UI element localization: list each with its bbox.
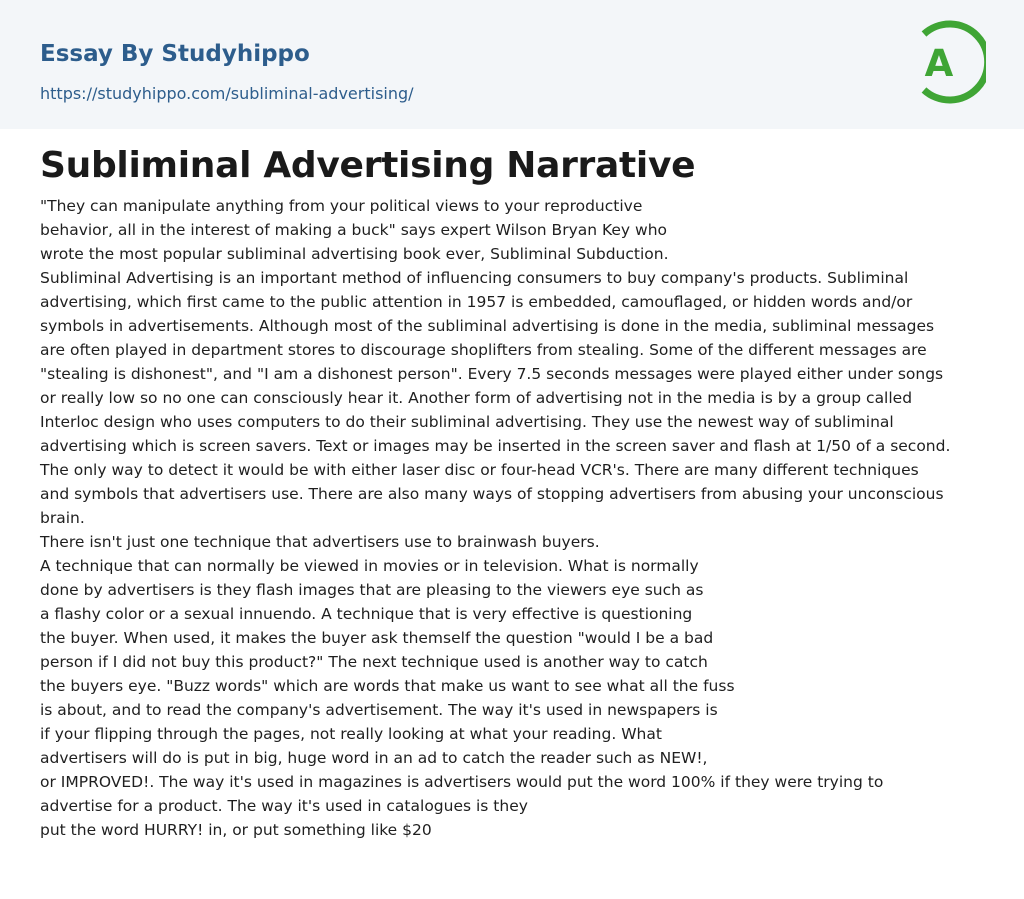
essay-line: advertisers will do is put in big, huge word in an ad to catch the reader such as NEW!, — [40, 749, 708, 767]
essay-url-link[interactable]: https://studyhippo.com/subliminal-advertising/ — [40, 84, 414, 103]
essay-line: the buyers eye. "Buzz words" which are words that make us want to see what all the fuss — [40, 677, 735, 695]
brand-title: Essay By Studyhippo — [40, 41, 310, 67]
studyhippo-logo[interactable] — [912, 18, 986, 106]
essay-line: the buyer. When used, it makes the buyer ask themself the question "would I be a bad — [40, 629, 714, 647]
essay-line: "They can manipulate anything from your political views to your reproductive — [40, 197, 643, 215]
essay-line: put the word HURRY! in, or put something like $20 — [40, 821, 432, 839]
essay-line: symbols in advertisements. Although most of the subliminal advertising is done in the media, subliminal messages — [40, 317, 935, 335]
essay-line: a flashy color or a sexual innuendo. A technique that is very effective is questioning — [40, 605, 693, 623]
essay-line: Interloc design who uses computers to do their subliminal advertising. They use the newest way of subliminal — [40, 413, 894, 431]
essay-line: if your flipping through the pages, not really looking at what your reading. What — [40, 725, 662, 743]
essay-line: Subliminal Advertising is an important method of influencing consumers to buy company's products. Subliminal — [40, 269, 909, 287]
essay-line: advertise for a product. The way it's used in catalogues is they — [40, 797, 528, 815]
essay-line: and symbols that advertisers use. There are also many ways of stopping advertisers from abusing your unconscious — [40, 485, 944, 503]
logo-icon — [912, 18, 986, 106]
essay-line: wrote the most popular subliminal advertising book ever, Subliminal Subduction. — [40, 245, 669, 263]
site-header — [0, 0, 1024, 129]
essay-line: There isn't just one technique that advertisers use to brainwash buyers. — [40, 533, 600, 551]
svg-text:A: A — [924, 42, 954, 85]
essay-line: done by advertisers is they flash images that are pleasing to the viewers eye such as — [40, 581, 704, 599]
essay-line: advertising, which first came to the public attention in 1957 is embedded, camouflaged, or hidden words and/or — [40, 293, 913, 311]
essay-line: "stealing is dishonest", and "I am a dishonest person". Every 7.5 seconds messages were played either under songs — [40, 365, 944, 383]
essay-line: person if I did not buy this product?" The next technique used is another way to catch — [40, 653, 708, 671]
essay-line: or really low so no one can consciously hear it. Another form of advertising not in the media is by a group called — [40, 389, 913, 407]
essay-body — [40, 194, 990, 842]
essay-line: is about, and to read the company's advertisement. The way it's used in newspapers is — [40, 701, 718, 719]
essay-title: Subliminal Advertising Narrative — [40, 145, 696, 186]
essay-line: brain. — [40, 509, 85, 527]
essay-line: are often played in department stores to discourage shoplifters from stealing. Some of the different messages are — [40, 341, 927, 359]
essay-line: or IMPROVED!. The way it's used in magazines is advertisers would put the word 100% if they were trying to — [40, 773, 884, 791]
essay-line: advertising which is screen savers. Text or images may be inserted in the screen saver and flash at 1/50 of a second. — [40, 437, 951, 455]
essay-line: behavior, all in the interest of making a buck" says expert Wilson Bryan Key who — [40, 221, 668, 239]
essay-line: A technique that can normally be viewed in movies or in television. What is normally — [40, 557, 699, 575]
essay-line: The only way to detect it would be with either laser disc or four-head VCR's. There are many different techniques — [40, 461, 919, 479]
